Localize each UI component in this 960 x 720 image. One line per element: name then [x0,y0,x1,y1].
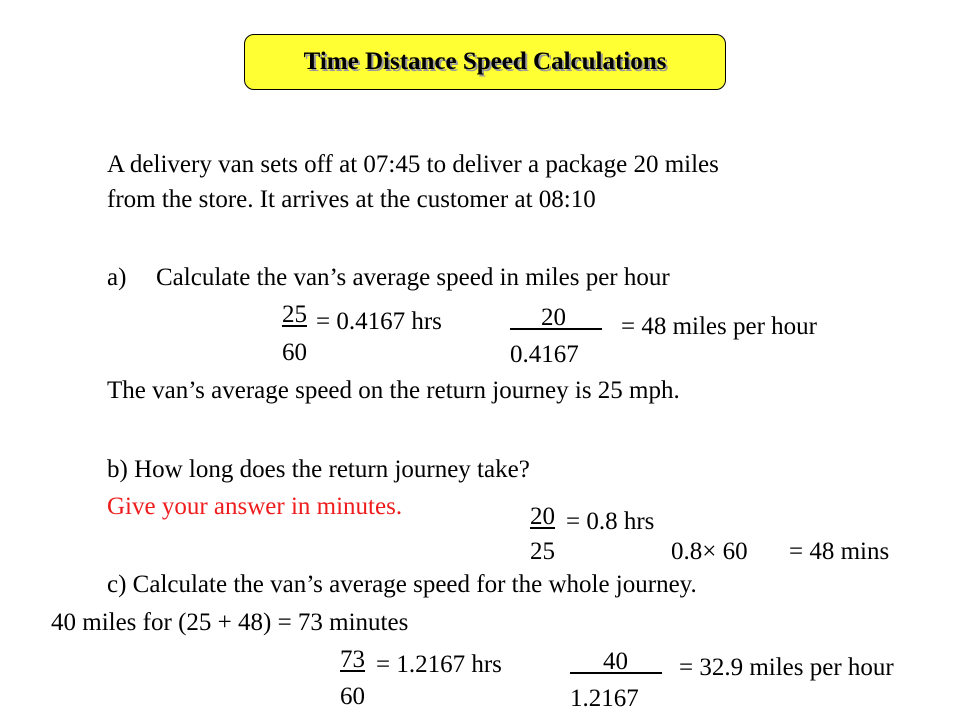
part-c-frac2-denominator: 1.2167 [570,685,639,712]
part-a-frac1-denominator: 60 [282,339,307,366]
part-b-frac-result: = 0.8 hrs [566,508,655,535]
part-c-frac2-bar [570,672,662,674]
intro-line-2: from the store. It arrives at the customer at 08:10 [107,186,596,213]
part-b-instruction: Give your answer in minutes. [107,493,403,520]
part-a-frac2-bar [510,328,602,330]
part-b-conversion: 0.8× 60 [671,538,748,565]
return-journey-info: The van’s average speed on the return journey is 25 mph. [107,377,680,404]
part-a-frac1-result: = 0.4167 hrs [316,308,442,335]
part-c-frac2-numerator: 40 [603,648,628,675]
part-c-frac1-denominator: 60 [340,683,365,710]
intro-line-1: A delivery van sets off at 07:45 to deliver a package 20 miles [107,151,719,178]
part-a-frac2-result: = 48 miles per hour [621,313,818,340]
part-c-frac2-result: = 32.9 miles per hour [679,654,894,681]
part-b-frac-numerator: 20 [530,503,555,530]
part-c-question: c) Calculate the van’s average speed for the whole journey. [107,571,697,598]
part-b-question: b) How long does the return journey take? [107,456,530,483]
page-title: Time Distance Speed Calculations [303,48,667,75]
part-a-question: Calculate the van’s average speed in miles per hour [156,264,670,291]
part-c-total: 40 miles for (25 + 48) = 73 minutes [51,609,409,636]
part-c-frac1-result: = 1.2167 hrs [376,651,502,678]
title-banner [244,34,726,90]
part-a-frac2-numerator: 20 [541,304,566,331]
part-b-answer: = 48 mins [789,538,890,565]
part-b-frac-denominator: 25 [530,538,555,565]
part-a-frac2-denominator: 0.4167 [510,341,579,368]
part-a-frac1-numerator: 25 [282,301,307,328]
part-a-label: a) [107,264,127,291]
part-c-frac1-numerator: 73 [340,646,365,673]
